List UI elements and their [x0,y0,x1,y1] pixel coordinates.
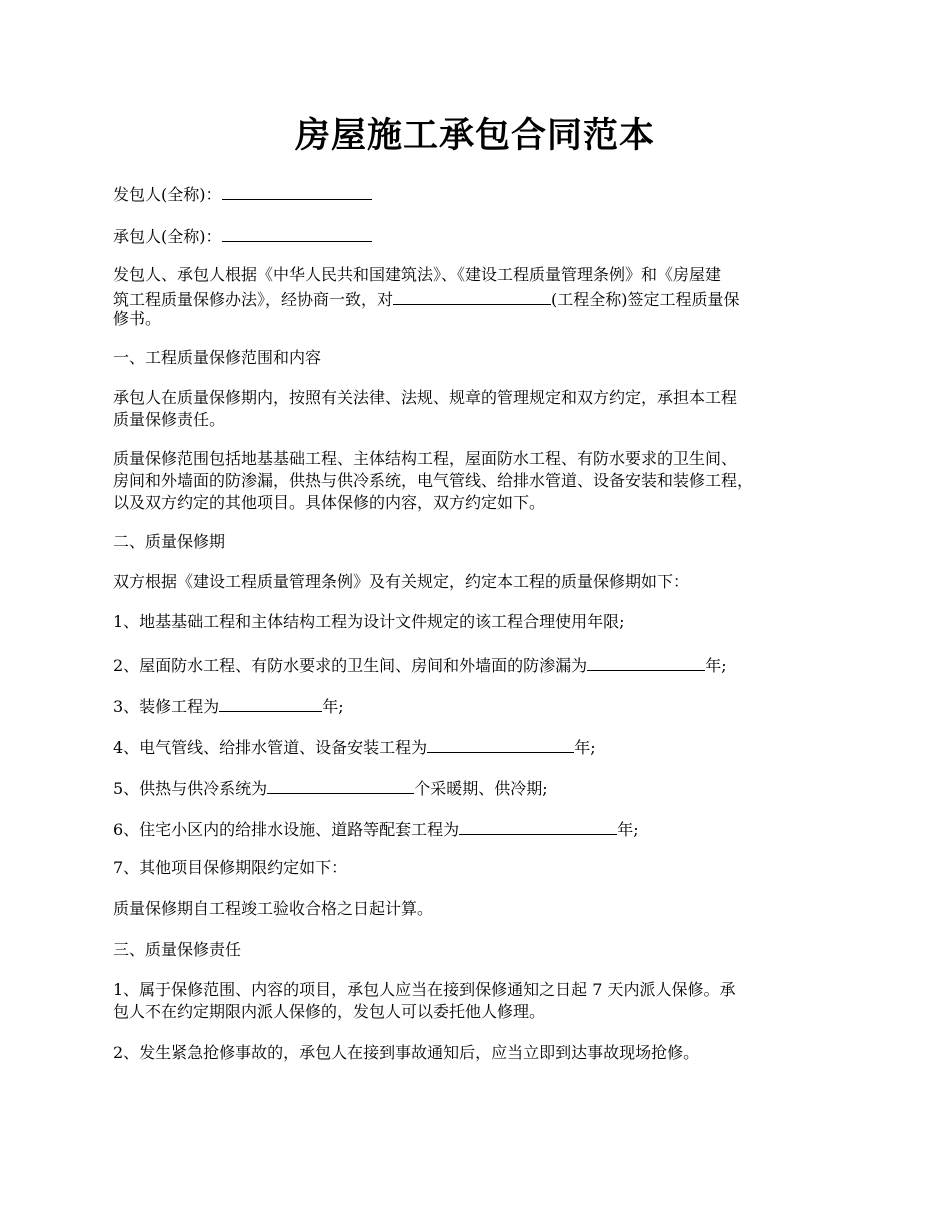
warranty-item-4 [113,735,853,758]
warranty-item-7: 7、其他项目保修期限约定如下： [113,858,348,877]
warranty-item-6-unit: 年; [617,820,639,839]
warranty-item-4-text: 4、电气管线、给排水管道、设备安装工程为 [113,738,428,757]
intro-line-1: 发包人、承包人根据《中华人民共和国建筑法》、《建设工程质量管理条例》和《房屋建 [113,265,722,284]
section1-para2-line3: 以及双方约定的其他项目。具体保修的内容，双方约定如下。 [113,493,546,512]
section3-heading: 三、质量保修责任 [113,940,242,959]
contractor-line [113,224,853,247]
warranty-item-3 [113,694,853,717]
warranty-item-5-unit: 个采暖期、供冷期; [414,779,548,798]
warranty-item-3-text: 3、装修工程为 [113,697,220,716]
warranty-item-6-text: 6、住宅小区内的给排水设施、道路等配套工程为 [113,820,460,839]
section2-intro: 双方根据《建设工程质量管理条例》及有关规定，约定本工程的质量保修期如下： [113,572,690,591]
document-title: 房屋施工承包合同范本 [294,115,655,156]
intro-line-2 [113,287,853,310]
heating-periods-blank[interactable] [267,776,414,794]
warranty-item-2-unit: 年; [705,656,727,675]
warranty-item-2-text: 2、屋面防水工程、有防水要求的卫生间、房间和外墙面的防渗漏为 [113,656,588,675]
decoration-years-blank[interactable] [219,694,322,712]
waterproof-years-blank[interactable] [587,653,705,671]
section1-para1-line2: 质量保修责任。 [113,410,226,429]
warranty-item-5-text: 5、供热与供冷系统为 [113,779,268,798]
warranty-item-5 [113,776,853,799]
responsibility-item-2: 2、发生紧急抢修事故的，承包人在接到事故通知后，应当立即到达事故现场抢修。 [113,1043,700,1062]
section1-para2-line1: 质量保修范围包括地基基础工程、主体结构工程，屋面防水工程、有防水要求的卫生间、 [113,449,738,468]
responsibility-item-1-line2: 包人不在约定期限内派人保修的，发包人可以委托他人修理。 [113,1002,546,1021]
warranty-item-6 [113,817,853,840]
electrical-years-blank[interactable] [427,735,574,753]
warranty-item-4-unit: 年; [574,738,596,757]
warranty-item-1: 1、地基基础工程和主体结构工程为设计文件规定的该工程合理使用年限; [113,612,625,631]
section1-heading: 一、工程质量保修范围和内容 [113,348,322,367]
section1-para2-line2: 房间和外墙面的防渗漏，供热与供冷系统，电气管线、给排水管道、设备安装和装修工程， [113,471,754,490]
warranty-item-2 [113,653,853,676]
community-years-blank[interactable] [459,817,617,835]
intro-line-2-pre: 筑工程质量保修办法》，经协商一致，对 [113,290,394,309]
intro-line-3: 修书。 [113,309,162,328]
section1-para1-line1: 承包人在质量保修期内，按照有关法律、法规、规章的管理规定和双方约定，承担本工程 [113,388,738,407]
intro-line-2-post: (工程全称)签定工程质量保 [551,290,740,309]
employer-line [113,182,853,205]
employer-label: 发包人(全称)： [113,185,222,204]
project-name-blank[interactable] [393,287,551,305]
employer-blank[interactable] [222,182,372,200]
warranty-start: 质量保修期自工程竣工验收合格之日起计算。 [113,899,434,918]
warranty-item-3-unit: 年; [322,697,344,716]
contractor-blank[interactable] [222,224,372,242]
responsibility-item-1-line1: 1、属于保修范围、内容的项目，承包人应当在接到保修通知之日起 7 天内派人保修。承 [113,980,736,999]
section2-heading: 二、质量保修期 [113,532,226,551]
contractor-label: 承包人(全称)： [113,227,222,246]
